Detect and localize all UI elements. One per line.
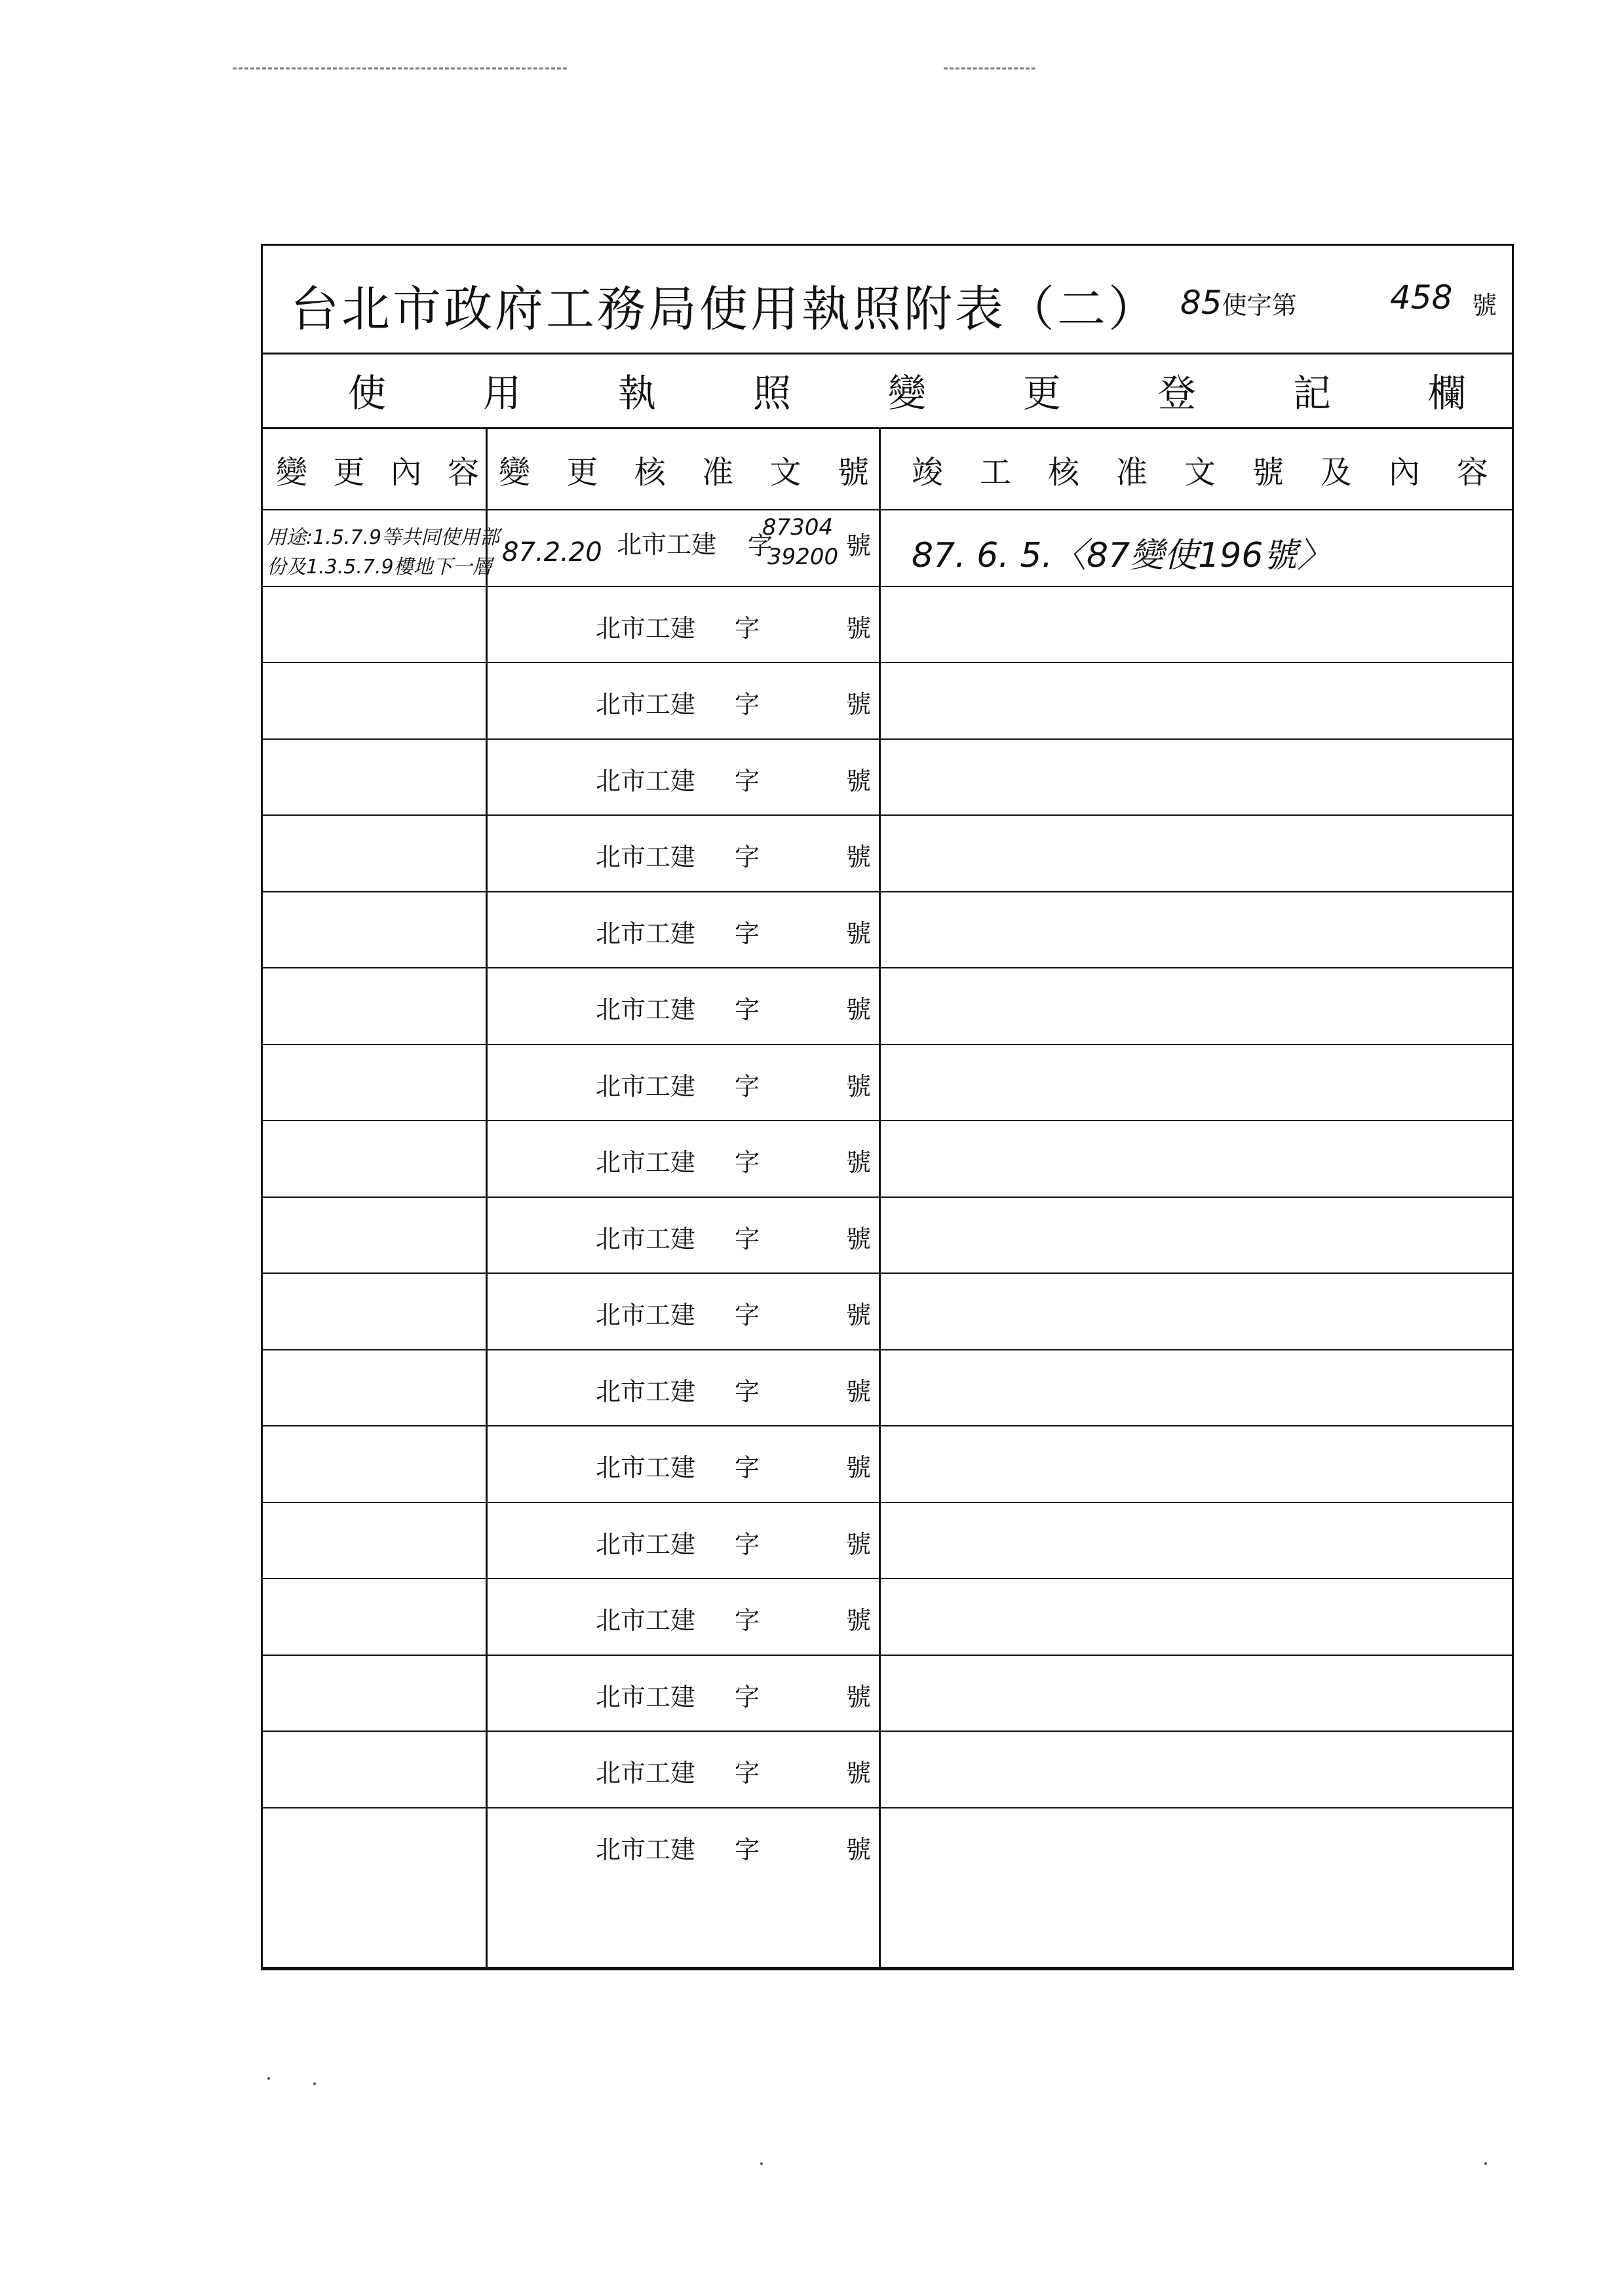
table-row	[263, 1600, 879, 1676]
table-row	[263, 608, 879, 684]
table-row	[263, 837, 879, 913]
zi-text: 字	[735, 1071, 760, 1101]
approval-prefix: 北市工建 字 號	[617, 530, 872, 560]
row-divider	[263, 586, 1512, 587]
zi-text: 字	[735, 995, 760, 1024]
zi-text: 字	[735, 1682, 760, 1712]
table-row	[263, 1142, 879, 1218]
approval-prefix-text: 北市工建	[596, 843, 696, 871]
approval-prefix-text: 北市工建	[596, 766, 696, 795]
table-row	[263, 989, 879, 1065]
scan-artifact-line	[233, 67, 567, 69]
hao-text: 號	[846, 1453, 872, 1482]
zi-text: 字	[735, 1606, 760, 1635]
zi-text: 字	[735, 1301, 760, 1330]
hao-text: 號	[846, 1148, 872, 1177]
approval-prefix-text: 北市工建	[596, 1453, 696, 1482]
section-title-char: 照	[752, 371, 791, 415]
header-change-content: 變 更 內 容	[276, 453, 479, 491]
table-row	[263, 1371, 879, 1447]
header-completion-doc-no: 竣 工 核 准 文 號 及 內 容	[912, 453, 1488, 491]
approval-prefix-text: 北市工建	[596, 1071, 696, 1101]
table-row	[263, 1295, 879, 1371]
table-row	[263, 1829, 879, 1905]
hao-text: 號	[846, 843, 872, 871]
scan-speck	[267, 2077, 270, 2080]
approval-prefix-text: 北市工建	[596, 613, 696, 643]
zi-text: 字	[735, 613, 760, 643]
approval-prefix-text: 北市工建	[596, 1835, 696, 1864]
section-title-char: 用	[482, 371, 521, 415]
approval-prefix-text: 北市工建	[596, 995, 696, 1024]
approval-prefix-text: 北市工建	[596, 1224, 696, 1253]
approval-prefix-text: 北市工建	[596, 1529, 696, 1559]
change-content-line1: 用途:1.5.7.9等共同使用部	[267, 526, 500, 549]
table-row	[263, 1524, 879, 1600]
completion-entry: 87. 6. 5.〈87變使196號〉	[912, 536, 1332, 575]
zi-text: 字	[735, 1224, 760, 1253]
section-title-char: 記	[1292, 371, 1331, 415]
approval-date: 87.2.20	[502, 537, 602, 567]
section-title-char: 欄	[1427, 371, 1466, 415]
hao-text: 號	[846, 613, 872, 643]
table-row	[263, 1447, 879, 1523]
table-row	[263, 684, 879, 760]
form-title: 台北市政府工務局使用執照附表（二）	[290, 281, 1159, 337]
approval-no-line2: 39200	[767, 544, 839, 570]
row-divider	[263, 509, 1512, 510]
hao-text: 號	[846, 995, 872, 1024]
permit-year-handwritten: 85	[1180, 284, 1222, 322]
table-row	[263, 1677, 879, 1753]
zi-text: 字	[735, 690, 760, 719]
permit-label	[1180, 284, 1297, 322]
section-title-char: 使	[348, 371, 387, 415]
zi-text: 字	[735, 1148, 760, 1177]
change-content-line2: 份及1.3.5.7.9樓地下一層	[267, 556, 492, 579]
hao-text: 號	[846, 1377, 872, 1406]
table-row	[263, 1066, 879, 1142]
hao-text: 號	[846, 1301, 872, 1330]
permit-suffix: 號	[1472, 291, 1497, 320]
table-row	[263, 1219, 879, 1295]
approval-prefix-text: 北市工建	[596, 1301, 696, 1330]
zi-text: 字	[735, 843, 760, 871]
section-title-char: 登	[1157, 371, 1196, 415]
zi-text: 字	[735, 1759, 760, 1788]
hao-text: 號	[846, 1682, 872, 1712]
scan-artifact-line	[944, 67, 1035, 69]
hao-text: 號	[846, 1529, 872, 1559]
zi-text: 字	[735, 1377, 760, 1406]
header-approval-doc-no: 變 更 核 准 文 號	[499, 453, 869, 491]
scan-speck	[760, 2162, 763, 2165]
table-row	[263, 761, 879, 837]
section-title-char: 更	[1022, 371, 1061, 415]
hao-text: 號	[846, 1835, 872, 1864]
approval-prefix-text: 北市工建	[596, 1759, 696, 1788]
approval-prefix-text: 北市工建	[596, 919, 696, 948]
section-title-char: 執	[617, 371, 656, 415]
hao-text: 號	[846, 690, 872, 719]
approval-prefix-text: 北市工建	[596, 1606, 696, 1635]
zi-text: 字	[735, 919, 760, 948]
zi-text: 字	[735, 1453, 760, 1482]
section-title-char: 變	[887, 371, 926, 415]
zi-text: 字	[735, 1529, 760, 1559]
approval-prefix-text: 北市工建	[596, 1148, 696, 1177]
approval-prefix-text: 北市工建	[596, 1682, 696, 1712]
approval-prefix-text: 北市工建	[596, 1377, 696, 1406]
approval-prefix-text: 北市工建	[596, 690, 696, 719]
form-title-row	[263, 246, 1512, 354]
scan-speck	[1484, 2162, 1487, 2165]
permit-mid: 使字第	[1222, 291, 1297, 320]
zi-text: 字	[735, 1835, 760, 1864]
hao-text: 號	[846, 1224, 872, 1253]
column-divider	[879, 429, 881, 1967]
usage-permit-attachment-form	[261, 244, 1514, 1970]
hao-text: 號	[846, 1606, 872, 1635]
permit-number-handwritten: 458	[1390, 278, 1453, 316]
hao-text: 號	[846, 766, 872, 795]
section-title-row	[263, 353, 1512, 429]
table-row	[263, 1753, 879, 1829]
approval-no-line1: 87304	[762, 514, 834, 541]
zi-text: 字	[735, 766, 760, 795]
scan-speck	[313, 2082, 316, 2085]
hao-text: 號	[846, 1759, 872, 1788]
table-row	[263, 913, 879, 989]
hao-text: 號	[846, 1071, 872, 1101]
hao-text: 號	[846, 919, 872, 948]
